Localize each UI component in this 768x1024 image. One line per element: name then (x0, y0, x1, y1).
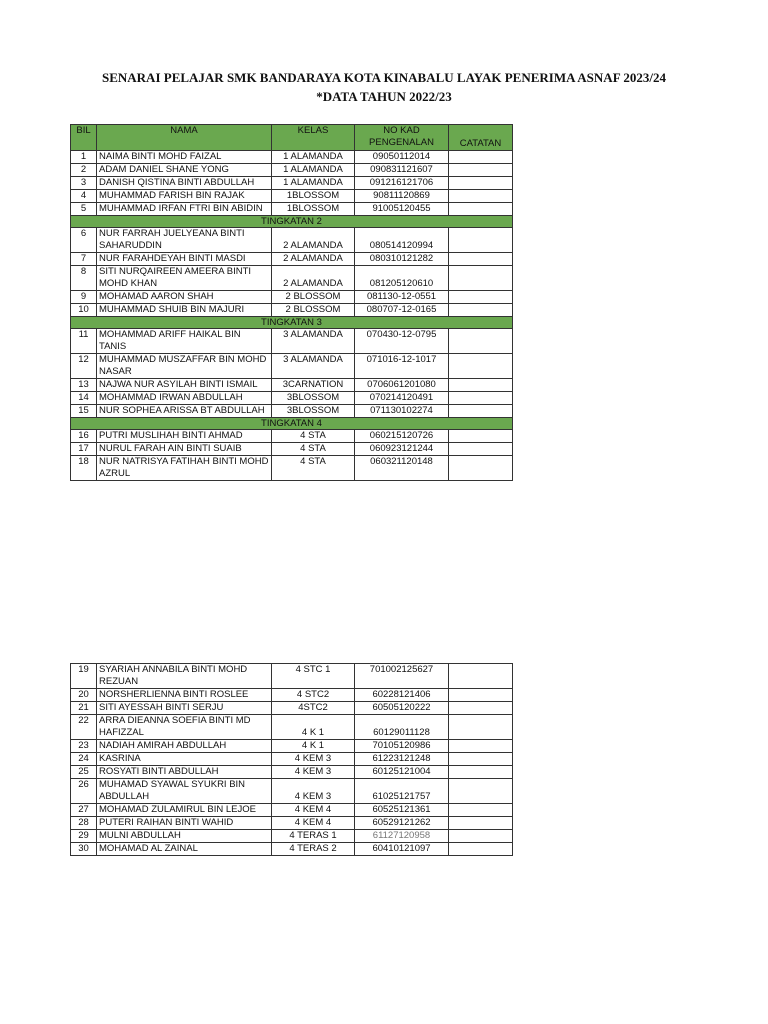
cell-catatan (449, 843, 513, 856)
table-row (71, 443, 513, 456)
cell-kad-pengenalan: 90811120869 (355, 190, 449, 203)
cell-catatan (449, 430, 513, 443)
cell-catatan (449, 203, 513, 216)
cell-catatan (449, 456, 513, 481)
cell-nama: ARRA DIEANNA SOEFIA BINTI MD HAFIZZAL (97, 715, 272, 740)
cell-bil: 15 (71, 405, 97, 418)
cell-nama: MULNI ABDULLAH (97, 830, 272, 843)
cell-kelas: 2 BLOSSOM (272, 291, 355, 304)
cell-catatan (449, 164, 513, 177)
cell-nama: MUHAMMAD IRFAN FTRI BIN ABIDIN (97, 203, 272, 216)
document-subtitle: *DATA TAHUN 2022/23 (316, 89, 452, 104)
cell-kelas: 2 ALAMANDA (272, 266, 355, 291)
table-row (71, 702, 513, 715)
cell-kad-pengenalan: 091216121706 (355, 177, 449, 190)
cell-kad-pengenalan: 060215120726 (355, 430, 449, 443)
cell-catatan (449, 151, 513, 164)
cell-kelas: 3BLOSSOM (272, 405, 355, 418)
cell-kelas: 4 K 1 (272, 740, 355, 753)
cell-bil: 8 (71, 266, 97, 291)
cell-kelas: 4 KEM 3 (272, 766, 355, 779)
cell-nama: NORSHERLIENNA BINTI ROSLEE (97, 689, 272, 702)
cell-bil: 20 (71, 689, 97, 702)
table-row (71, 164, 513, 177)
cell-catatan (449, 329, 513, 354)
cell-kelas: 2 ALAMANDA (272, 253, 355, 266)
cell-nama: MOHAMAD AL ZAINAL (97, 843, 272, 856)
cell-bil: 5 (71, 203, 97, 216)
cell-kad-pengenalan: 70105120986 (355, 740, 449, 753)
cell-catatan (449, 664, 513, 689)
cell-kelas: 4 TERAS 1 (272, 830, 355, 843)
cell-nama: NUR NATRISYA FATIHAH BINTI MOHD AZRUL (97, 456, 272, 481)
cell-bil: 22 (71, 715, 97, 740)
table-row (71, 190, 513, 203)
cell-catatan (449, 379, 513, 392)
table-row (71, 843, 513, 856)
table-header-row (71, 125, 513, 151)
cell-kelas: 4 STA (272, 443, 355, 456)
cell-bil: 28 (71, 817, 97, 830)
cell-nama: MUHAMMAD SHUIB BIN MAJURI (97, 304, 272, 317)
cell-kad-pengenalan: 61025121757 (355, 779, 449, 804)
section-row-tingkatan-3 (71, 317, 513, 329)
table-row (71, 779, 513, 804)
cell-kad-pengenalan: 060321120148 (355, 456, 449, 481)
cell-nama: NUR SOPHEA ARISSA BT ABDULLAH (97, 405, 272, 418)
cell-nama: ROSYATI BINTI ABDULLAH (97, 766, 272, 779)
cell-nama: MUHAMMAD MUSZAFFAR BIN MOHD NASAR (97, 354, 272, 379)
cell-kad-pengenalan: 60525121361 (355, 804, 449, 817)
cell-kelas: 4 KEM 3 (272, 753, 355, 766)
cell-nama: MOHAMMAD IRWAN ABDULLAH (97, 392, 272, 405)
cell-nama: NAJWA NUR ASYILAH BINTI ISMAIL (97, 379, 272, 392)
table-row (71, 715, 513, 740)
cell-kad-pengenalan: 61223121248 (355, 753, 449, 766)
cell-catatan (449, 228, 513, 253)
table-row (71, 689, 513, 702)
cell-bil: 9 (71, 291, 97, 304)
cell-kelas: 3 ALAMANDA (272, 329, 355, 354)
cell-kelas: 1BLOSSOM (272, 190, 355, 203)
table-row (71, 354, 513, 379)
cell-kelas: 3BLOSSOM (272, 392, 355, 405)
cell-nama: NUR FARRAH JUELYEANA BINTI SAHARUDDIN (97, 228, 272, 253)
header-kad-pengenalan: NO KAD PENGENALAN (355, 125, 449, 151)
cell-kad-pengenalan: 60228121406 (355, 689, 449, 702)
cell-bil: 17 (71, 443, 97, 456)
cell-bil: 4 (71, 190, 97, 203)
cell-kad-pengenalan: 070430-12-0795 (355, 329, 449, 354)
cell-kad-pengenalan: 081130-12-0551 (355, 291, 449, 304)
cell-kad-pengenalan: 701002125627 (355, 664, 449, 689)
cell-nama: NURUL FARAH AIN BINTI SUAIB (97, 443, 272, 456)
cell-nama: MOHAMAD ZULAMIRUL BIN LEJOE (97, 804, 272, 817)
cell-kad-pengenalan: 60505120222 (355, 702, 449, 715)
cell-catatan (449, 177, 513, 190)
cell-kad-pengenalan: 060923121244 (355, 443, 449, 456)
table-row (71, 253, 513, 266)
cell-bil: 25 (71, 766, 97, 779)
cell-bil: 16 (71, 430, 97, 443)
cell-bil: 30 (71, 843, 97, 856)
cell-nama: NUR FARAHDEYAH BINTI MASDI (97, 253, 272, 266)
cell-kad-pengenalan: 081205120610 (355, 266, 449, 291)
cell-nama: ADAM DANIEL SHANE YONG (97, 164, 272, 177)
cell-bil: 29 (71, 830, 97, 843)
cell-bil: 13 (71, 379, 97, 392)
cell-catatan (449, 405, 513, 418)
cell-bil: 23 (71, 740, 97, 753)
cell-nama: MOHAMAD AARON SHAH (97, 291, 272, 304)
cell-bil: 1 (71, 151, 97, 164)
cell-kelas: 1 ALAMANDA (272, 177, 355, 190)
cell-catatan (449, 392, 513, 405)
cell-kad-pengenalan: 60410121097 (355, 843, 449, 856)
cell-nama: NADIAH AMIRAH ABDULLAH (97, 740, 272, 753)
table-row (71, 392, 513, 405)
table-row (71, 304, 513, 317)
cell-kad-pengenalan: 0706061201080 (355, 379, 449, 392)
cell-kelas: 4 KEM 3 (272, 779, 355, 804)
cell-kelas: 4 TERAS 2 (272, 843, 355, 856)
cell-kelas: 4 STC 1 (272, 664, 355, 689)
table-row (71, 830, 513, 843)
cell-kad-pengenalan: 09050112014 (355, 151, 449, 164)
cell-catatan (449, 354, 513, 379)
cell-kad-pengenalan: 080310121282 (355, 253, 449, 266)
header-nama: NAMA (97, 125, 272, 151)
cell-catatan (449, 766, 513, 779)
cell-kad-pengenalan: 090831121607 (355, 164, 449, 177)
section-label: TINGKATAN 3 (71, 317, 513, 329)
cell-kad-pengenalan: 60125121004 (355, 766, 449, 779)
cell-kelas: 4 STA (272, 430, 355, 443)
cell-catatan (449, 689, 513, 702)
cell-catatan (449, 702, 513, 715)
header-bil: BIL (71, 125, 97, 151)
document-title: SENARAI PELAJAR SMK BANDARAYA KOTA KINABALU LAYAK PENERIMA ASNAF 2023/24 (101, 70, 667, 85)
table-row (71, 740, 513, 753)
cell-kad-pengenalan: 071130102274 (355, 405, 449, 418)
cell-kad-pengenalan: 071016-12-1017 (355, 354, 449, 379)
section-row-tingkatan-4 (71, 418, 513, 430)
cell-nama: PUTRI MUSLIHAH BINTI AHMAD (97, 430, 272, 443)
cell-kelas: 3CARNATION (272, 379, 355, 392)
table-row (71, 430, 513, 443)
student-table-continued (70, 663, 513, 856)
section-label: TINGKATAN 2 (71, 216, 513, 228)
table-row (71, 291, 513, 304)
cell-kelas: 3 ALAMANDA (272, 354, 355, 379)
cell-bil: 7 (71, 253, 97, 266)
cell-bil: 14 (71, 392, 97, 405)
table-row (71, 379, 513, 392)
table-row (71, 804, 513, 817)
cell-kad-pengenalan: 080707-12-0165 (355, 304, 449, 317)
cell-kelas: 2 BLOSSOM (272, 304, 355, 317)
cell-nama: NAIMA BINTI MOHD FAIZAL (97, 151, 272, 164)
table-row (71, 266, 513, 291)
cell-bil: 10 (71, 304, 97, 317)
section-row-tingkatan-2 (71, 216, 513, 228)
cell-nama: SITI AYESSAH BINTI SERJU (97, 702, 272, 715)
cell-bil: 3 (71, 177, 97, 190)
cell-catatan (449, 740, 513, 753)
cell-catatan (449, 190, 513, 203)
table-row (71, 151, 513, 164)
cell-catatan (449, 304, 513, 317)
cell-kelas: 4 STC2 (272, 689, 355, 702)
cell-nama: MUHAMMAD FARISH BIN RAJAK (97, 190, 272, 203)
cell-nama: SYARIAH ANNABILA BINTI MOHD REZUAN (97, 664, 272, 689)
cell-kad-pengenalan: 080514120994 (355, 228, 449, 253)
cell-bil: 11 (71, 329, 97, 354)
cell-kelas: 2 ALAMANDA (272, 228, 355, 253)
table-row (71, 456, 513, 481)
cell-catatan (449, 804, 513, 817)
student-table-main (70, 124, 513, 481)
table-row (71, 817, 513, 830)
cell-kelas: 4STC2 (272, 702, 355, 715)
table-row (71, 405, 513, 418)
cell-bil: 2 (71, 164, 97, 177)
cell-catatan (449, 830, 513, 843)
cell-catatan (449, 253, 513, 266)
table-row (71, 753, 513, 766)
cell-kad-pengenalan: 91005120455 (355, 203, 449, 216)
cell-catatan (449, 779, 513, 804)
cell-bil: 18 (71, 456, 97, 481)
cell-kad-pengenalan: 60129011128 (355, 715, 449, 740)
cell-nama: PUTERI RAIHAN BINTI WAHID (97, 817, 272, 830)
cell-kad-pengenalan: 60529121262 (355, 817, 449, 830)
cell-kelas: 4 STA (272, 456, 355, 481)
cell-kelas: 4 KEM 4 (272, 804, 355, 817)
cell-catatan (449, 817, 513, 830)
header-catatan: CATATAN (449, 125, 513, 151)
cell-bil: 12 (71, 354, 97, 379)
cell-bil: 24 (71, 753, 97, 766)
cell-catatan (449, 715, 513, 740)
cell-nama: MOHAMMAD ARIFF HAIKAL BIN TANIS (97, 329, 272, 354)
table-row (71, 766, 513, 779)
cell-catatan (449, 291, 513, 304)
cell-bil: 26 (71, 779, 97, 804)
cell-nama: MUHAMAD SYAWAL SYUKRI BIN ABDULLAH (97, 779, 272, 804)
cell-catatan (449, 443, 513, 456)
cell-bil: 27 (71, 804, 97, 817)
table-row (71, 228, 513, 253)
cell-catatan (449, 266, 513, 291)
section-label: TINGKATAN 4 (71, 418, 513, 430)
cell-kelas: 4 KEM 4 (272, 817, 355, 830)
cell-nama: DANISH QISTINA BINTI ABDULLAH (97, 177, 272, 190)
cell-kelas: 1 ALAMANDA (272, 164, 355, 177)
cell-kelas: 1BLOSSOM (272, 203, 355, 216)
cell-kad-pengenalan: 61127120958 (355, 830, 449, 843)
header-kelas: KELAS (272, 125, 355, 151)
cell-kelas: 1 ALAMANDA (272, 151, 355, 164)
table-row (71, 177, 513, 190)
table-row (71, 329, 513, 354)
cell-kad-pengenalan: 070214120491 (355, 392, 449, 405)
cell-kelas: 4 K 1 (272, 715, 355, 740)
table-row (71, 203, 513, 216)
cell-catatan (449, 753, 513, 766)
cell-nama: KASRINA (97, 753, 272, 766)
cell-bil: 6 (71, 228, 97, 253)
cell-bil: 19 (71, 664, 97, 689)
cell-bil: 21 (71, 702, 97, 715)
table-row (71, 664, 513, 689)
cell-nama: SITI NURQAIREEN AMEERA BINTI MOHD KHAN (97, 266, 272, 291)
